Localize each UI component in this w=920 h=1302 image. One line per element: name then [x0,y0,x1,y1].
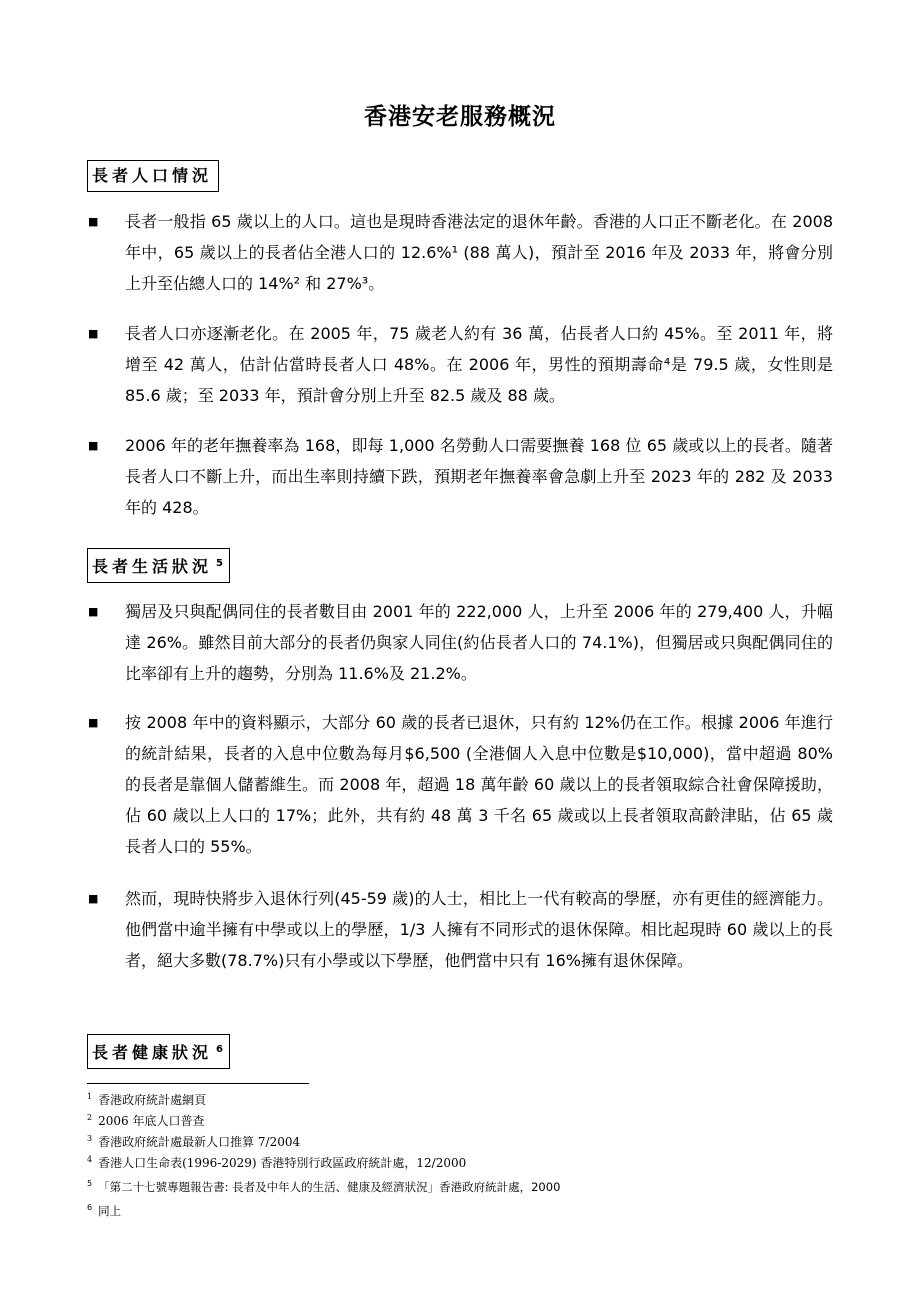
footnote: $^4$ 香港人口生命表(1996-2029) 香港特別行政區政府統計處，12/2000 [87,1155,467,1170]
footnote: $^1$ 香港政府統計處網頁 [87,1092,207,1107]
bullet-icon: ■ [88,439,99,452]
footnote: $^6$ 同上 [87,1202,122,1218]
footnote-ref: 6 [216,1044,223,1055]
footnote-divider [87,1083,309,1084]
section-heading-population [87,160,219,192]
bullet-icon: ■ [88,605,99,618]
paragraph: 按 2008 年中的資料顯示，大部分 60 歲的長者已退休，只有約 12%仍在工作。根據 2006 年進行的統計結果，長者的入息中位數為每月$6,500 (全港個人入息中位數是$10,000)，當中超過 80%的長者是靠個人儲蓄維生。而 2008 年，超過 18 萬年齡 60 歲以上的長者領取綜合社會保障援助，佔 60 歲以上人口的 17%；此外，共有約 48 萬 3 千名 65 歲或以上長者領取高齡津貼，佔 65 歲長者人口的 55%。 [125,713,833,856]
bullet-icon: ■ [88,215,99,228]
paragraph: 獨居及只與配偶同住的長者數目由 2001 年的 222,000 人，上升至 2006 年的 279,400 人，升幅達 26%。雖然目前大部分的長者仍與家人同住(約佔長者人口的 74.1%)，但獨居或只與配偶同住的比率卻有上升的趨勢，分別為 11.6%及 21.2%。 [125,602,833,683]
paragraph: 然而，現時快將步入退休行列(45-59 歲)的人士，相比上一代有較高的學歷，亦有更佳的經濟能力。他們當中逾半擁有中學或以上的學歷，1/3 人擁有不同形式的退休保障。相比起現時 60 歲以上的長者，絕大多數(78.7%)只有小學或以下學歷，他們當中只有 16%擁有退休保障。 [125,889,833,970]
bullet-icon: ■ [88,892,99,905]
footnote: $^2$ 2006 年底人口普查 [87,1113,205,1128]
paragraph: 長者人口亦逐漸老化。在 2005 年，75 歲老人約有 36 萬，佔長者人口約 45%。至 2011 年，將增至 42 萬人，估計佔當時長者人口 48%。在 2006 年，男性的預期壽命⁴是 79.5 歲，女性則是 85.6 歲；至 2033 年，預計會分別上升至 82.5 歲及 88 歲。 [125,324,833,405]
page-title: 香港安老服務概況 [364,104,556,130]
section-heading-text: 長者人口情況 [92,166,213,185]
section-heading-health [87,1034,230,1069]
footnote-ref: 5 [216,558,223,569]
paragraph: 2006 年的老年撫養率為 168，即每 1,000 名勞動人口需要撫養 168 位 65 歲或以上的長者。隨著長者人口不斷上升，而出生率則持續下跌，預期老年撫養率會急劇上升至 2023 年的 282 及 2033 年的 428。 [125,436,833,517]
footnote: $^5$ 「第二十七號專題報告書: 長者及中年人的生活、健康及經濟狀況」香港政府統計處，2000 [87,1179,561,1194]
footnote: $^3$ 香港政府統計處最新人口推算 7/2004 [87,1134,301,1149]
paragraph: 長者一般指 65 歲以上的人口。這也是現時香港法定的退休年齡。香港的人口正不斷老化。在 2008 年中，65 歲以上的長者佔全港人口的 12.6%¹ (88 萬人)，預計至 2016 年及 2033 年，將會分別上升至佔總人口的 14%² 和 27%³。 [125,212,833,293]
footnotes [87,1088,847,1220]
section-heading-text: 長者健康狀況 [92,1043,213,1062]
section-heading-text: 長者生活狀況 [92,557,213,576]
section-heading-living [87,548,230,583]
bullet-icon: ■ [88,327,99,340]
bullet-icon: ■ [88,716,99,729]
